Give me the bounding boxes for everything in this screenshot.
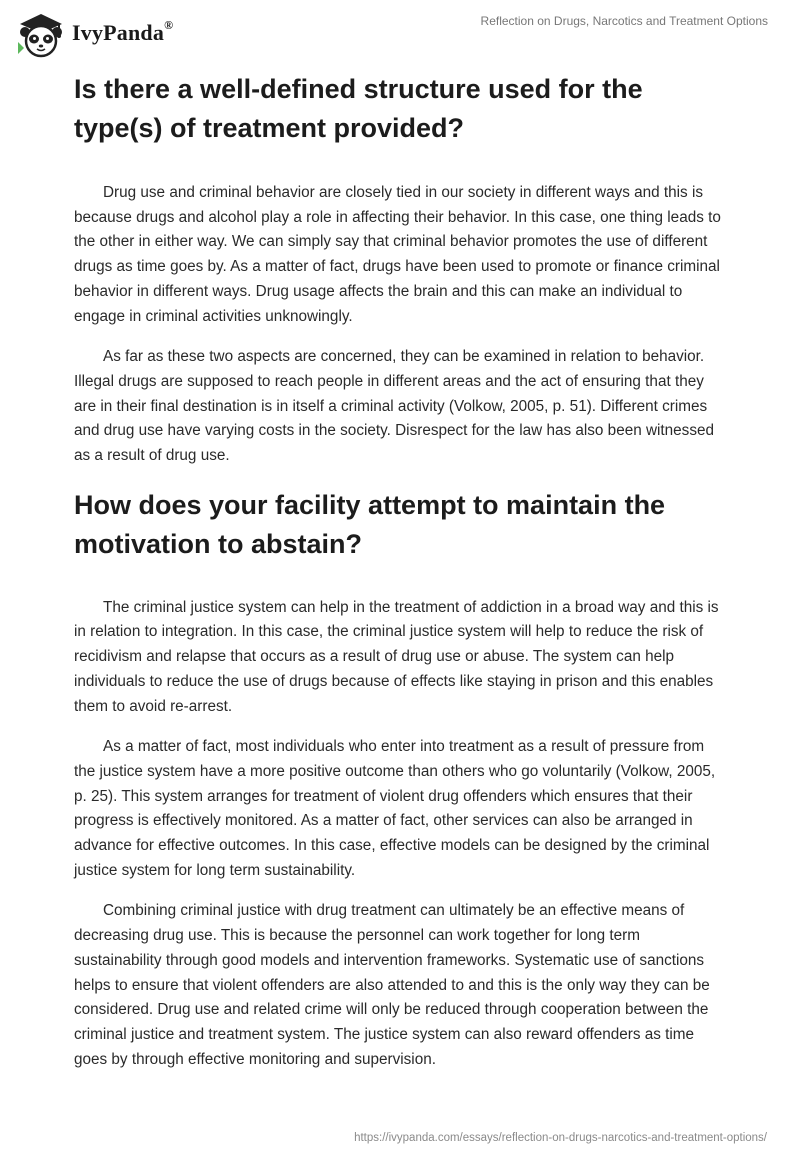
paragraph: Drug use and criminal behavior are closely tied in our society in different ways and this is because drugs and alcohol play a role in affecting their behavior. In this case, one thing leads to the other in either way. We can simply say that criminal behavior promotes the use of different drugs as time goes by. As a matter of fact, drugs have been used to promote or finance criminal behavior in different ways. Drug usage affects the brain and this can make an individual to engage in criminal activities unknowingly. — [74, 184, 721, 325]
paragraph: As far as these two aspects are concerned, they can be examined in relation to behavior. Illegal drugs are supposed to reach people in different areas and the act of ensuring that they are in their final destination is in itself a criminal activity (Volkow, 2005, p. 51). Different crimes and drug use have varying costs in the society. Disrespect for the law has also been witnessed as a result of drug use. — [74, 348, 714, 465]
paragraph: Combining criminal justice with drug treatment can ultimately be an effective means of decreasing drug use. This is because the personnel can work together for long term sustainability through good models and intervention frameworks. Systematic use of sanctions helps to ensure that violent offenders are also attended to and this is the only way they can be considered. Drug use and related crime will only be reduced through cooperation between the criminal justice and treatment system. The justice system can also reward offenders as time goes by through effective monitoring and supervision. — [74, 902, 710, 1068]
logo[interactable] — [14, 8, 173, 58]
panda-logo-icon — [14, 8, 68, 58]
page-header — [0, 0, 800, 64]
brand-name: IvyPanda® — [72, 18, 174, 45]
article-body — [74, 70, 726, 1072]
source-url[interactable]: https://ivypanda.com/essays/reflection-on-drugs-narcotics-and-treatment-options/ — [354, 1132, 767, 1144]
document-title: Reflection on Drugs, Narcotics and Treatment Options — [480, 14, 768, 28]
section-heading: How does your facility attempt to maintain the motivation to abstain? — [74, 489, 666, 559]
registered-mark: ® — [164, 18, 174, 32]
section-heading: Is there a well-defined structure used for the type(s) of treatment provided? — [74, 74, 643, 143]
paragraph: As a matter of fact, most individuals who enter into treatment as a result of pressure from the justice system have a more positive outcome than others who go voluntarily (Volkow, 2005, p. 25). This system arranges for treatment of violent drug offenders which ensures that their progress is effectively monitored. As a matter of fact, other services can also be arranged in advance for effective outcomes. In this case, effective models can be designed by the criminal justice system for long term sustainability. — [74, 738, 716, 879]
paragraph: The criminal justice system can help in the treatment of addiction in a broad way and this is in relation to integration. In this case, the criminal justice system will help to reduce the risk of recidivism and relapse that occurs as a result of drug use or abuse. The system can help individuals to reduce the use of drugs because of effects like staying in prison and this enables them to avoid re-arrest. — [74, 598, 719, 715]
